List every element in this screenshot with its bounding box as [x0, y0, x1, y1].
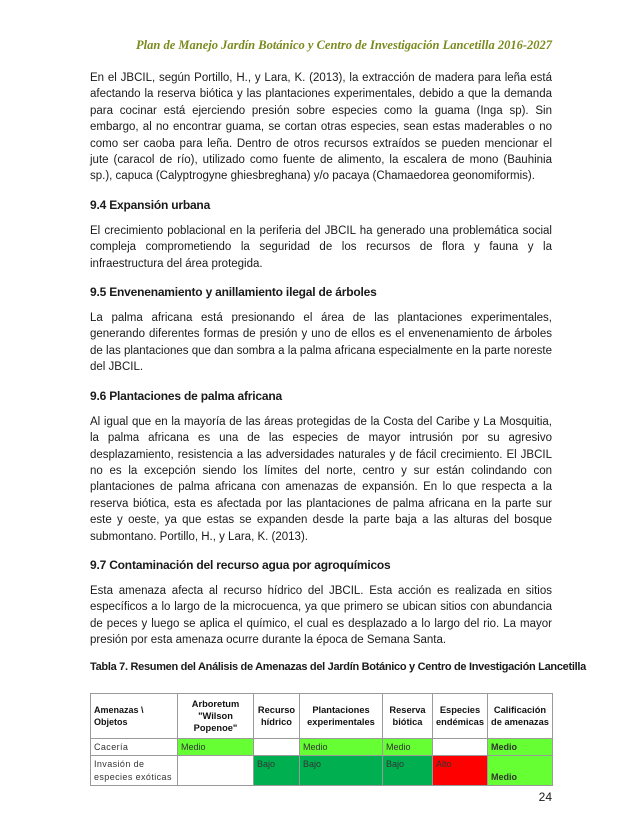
- column-header: Reserva biótica: [383, 693, 433, 738]
- intro-paragraph: En el JBCIL, según Portillo, H., y Lara, K. (2013), la extracción de madera para leña está afectando la reserva biótica y las plantaciones experimentales, debido a que la demanda para cocinar está ejerciendo presión sobre especies como la guama (Inga sp). Sin embargo, al no encontrar guama, se cortan otras especies, sean estas maderables o no como ser caoba para leña. Dentro de otros recursos extraídos se pueden mencionar el jute (caracol de río), utilizado como fuente de alimento, la escalera de mono (Bauhinia sp.), capuca (Calyptrogyne ghiesbreghana) y/o pacaya (Chamaedorea geonomiformis).: [90, 72, 552, 183]
- section-heading-tree-poisoning: 9.5 Envenenamiento y anillamiento ilegal de árboles: [90, 285, 377, 300]
- threat-analysis-table: [90, 693, 553, 787]
- table-cell: Cacería: [91, 738, 178, 756]
- section-heading-urban-expansion: 9.4 Expansión urbana: [90, 197, 211, 212]
- table-cell: Invasión de especies exóticas: [91, 756, 178, 786]
- table-cell: Medio: [488, 756, 553, 786]
- table-cell: Medio: [383, 738, 433, 756]
- table-cell: Bajo: [300, 756, 383, 786]
- column-header: Arboretum "Wilson Popenoe": [178, 693, 254, 738]
- page-content: [90, 70, 586, 786]
- section-heading-water-contamination: 9.7 Contaminación del recurso agua por agroquímicos: [90, 557, 391, 572]
- section-text-urban-expansion: El crecimiento poblacional en la periferia del JBCIL ha generado una problemática social compleja comprometiendo la seguridad de los recursos de flora y fauna y la infraestructura del área protegida.: [90, 224, 552, 270]
- table-cell: Bajo: [383, 756, 433, 786]
- table-row: [91, 738, 553, 756]
- column-header: Plantaciones experimentales: [300, 693, 383, 738]
- column-header: Amenazas \ Objetos: [91, 693, 178, 738]
- table-cell: Bajo: [254, 756, 300, 786]
- table-header-row: [91, 693, 553, 738]
- column-header: Recurso hídrico: [254, 693, 300, 738]
- table-cell: Medio: [178, 738, 254, 756]
- table-cell: Medio: [488, 738, 553, 756]
- section-heading-palm-plantations: 9.6 Plantaciones de palma africana: [90, 388, 282, 403]
- running-header: Plan de Manejo Jardín Botánico y Centro de Investigación Lancetilla 2016-2027: [136, 38, 552, 52]
- column-header: Calificación de amenazas: [488, 693, 553, 738]
- table-row: [91, 756, 553, 786]
- table-cell: [178, 756, 254, 786]
- table-caption: Tabla 7. Resumen del Análisis de Amenazas del Jardín Botánico y Centro de Investigación Lancetilla: [90, 660, 586, 673]
- page-number: 24: [538, 790, 552, 804]
- section-text-water-contamination: Esta amenaza afecta al recurso hídrico del JBCIL. Esta acción es realizada en sitios específicos a lo largo de la microcuenca, ya que primero se ubican sitios con abundancia de peces y luego se aplica el químico, el cual es desplazado a lo largo del rio. La mayor presión por esta amenaza ocurre durante la época de Semana Santa.: [90, 584, 552, 647]
- table-cell: [254, 738, 300, 756]
- section-text-palm-plantations: Al igual que en la mayoría de las áreas protegidas de la Costa del Caribe y La Mosquitia, la palma africana es una de las especies de mayor intrusión por su agresivo desplazamiento, resistencia a las adversidades naturales y de fácil crecimiento. El JBCIL no es la excepción siendo los límites del norte, centro y sur están colindando con plantaciones de palma africana con amenazas de expansión. En lo que respecta a la reserva biótica, esta es afectada por las plantaciones de palma africana en la parte sur este y oeste, ya que estas se expanden desde la parte baja a las alturas del bosque submontano. Portillo, H., y Lara, K. (2013).: [90, 415, 552, 543]
- table-cell: [433, 738, 488, 756]
- table-cell: Medio: [300, 738, 383, 756]
- table-cell: Alto: [433, 756, 488, 786]
- section-text-tree-poisoning: La palma africana está presionando el área de las plantaciones experimentales, generando diferentes formas de presión y uno de ellos es el envenenamiento de árboles de las plantaciones que dan sombra a la palma africana especialmente en la parte noreste del JBCIL.: [90, 312, 552, 374]
- column-header: Especies endémicas: [433, 693, 488, 738]
